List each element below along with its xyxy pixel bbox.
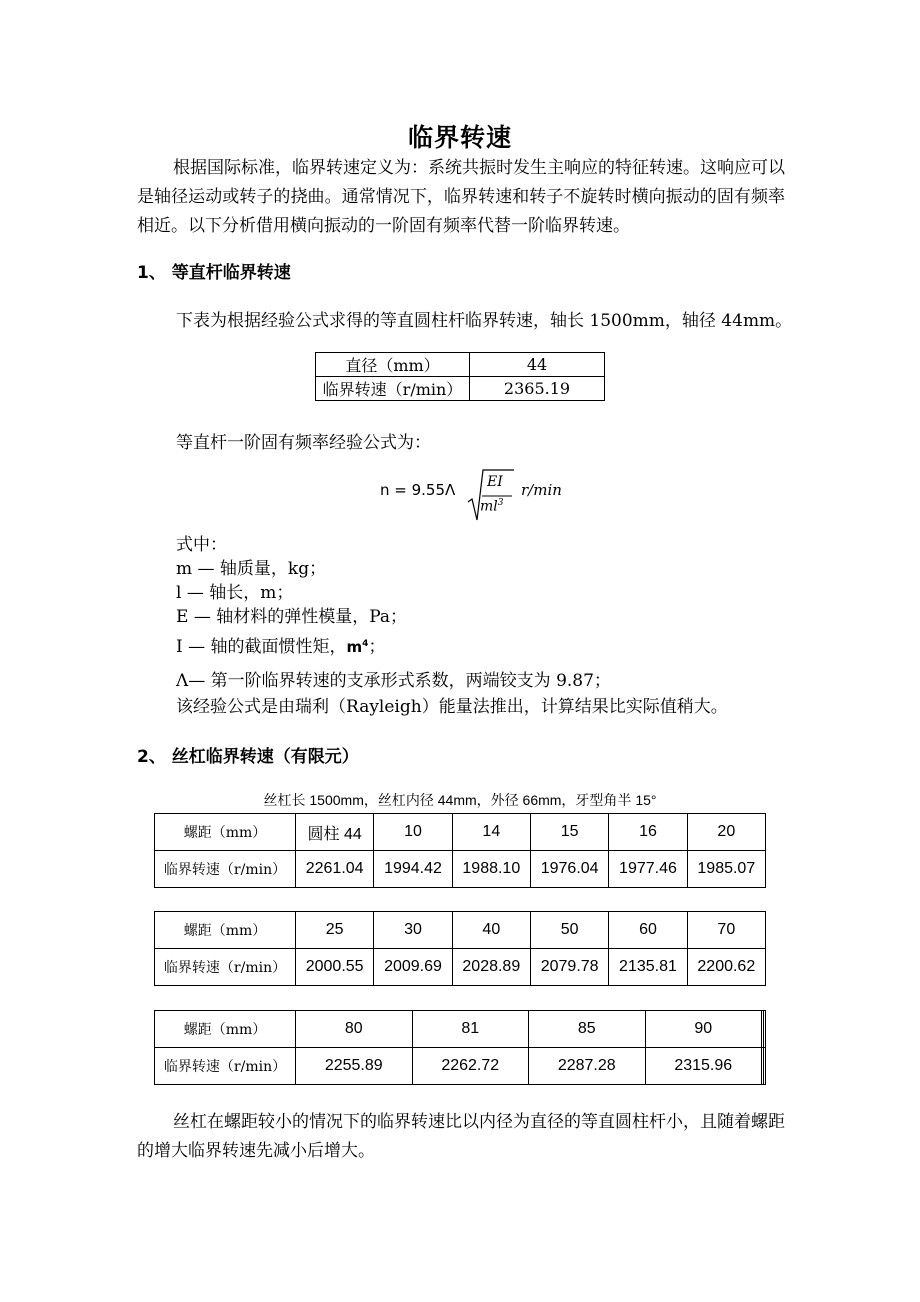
section1-description: 下表为根据经验公式求得的等直圆柱杆临界转速，轴长 1500mm，轴径 44mm。 (176, 311, 793, 331)
inertia-unit (347, 638, 369, 656)
var-lambda: Λ— 第一阶临界转速的支承形式系数，两端铰支为 9.87； (176, 671, 611, 691)
speed-cell: 2009.69 (374, 949, 452, 986)
pitch-cell: 20 (687, 814, 765, 851)
pitch-cell: 50 (530, 912, 608, 949)
var-l: l — 轴长，m； (176, 583, 294, 603)
screw-table-2 (154, 911, 766, 986)
pitch-cell: 30 (374, 912, 452, 949)
var-e: E — 轴材料的弹性模量，Pa； (176, 607, 408, 627)
screw-table-3 (154, 1010, 766, 1085)
speed-cell: 1977.46 (609, 851, 687, 888)
section1-heading: 1、 等直杆临界转速 (137, 263, 291, 283)
pitch-cell: 40 (452, 912, 530, 949)
rod-table-label: 临界转速（r/min） (316, 377, 470, 401)
formula-unit: r/min (521, 481, 562, 499)
intro-paragraph: 根据国际标准，临界转速定义为：系统共振时发生主响应的特征转速。这响应可以是轴径运动或转子的挠曲。通常情况下，临界转速和转子不旋转时横向振动的固有频率相近。以下分析借用横向振动的一阶固有频率代替一阶临界转速。 (137, 158, 785, 236)
rod-table-label: 直径（mm） (316, 353, 470, 377)
formula-numerator: EI (487, 474, 503, 490)
rod-table-value: 44 (470, 353, 605, 377)
pitch-cell: 81 (412, 1011, 529, 1048)
var-i: I — 轴的截面惯性矩， (176, 637, 347, 657)
conclusion-paragraph: 丝杠在螺距较小的情况下的临界转速比以内径为直径的等直圆柱杆小，且随着螺距的增大临界转速先减小后增大。 (137, 1112, 785, 1161)
pitch-label: 螺距（mm） (155, 912, 296, 949)
pitch-cell: 85 (529, 1011, 646, 1048)
pitch-label: 螺距（mm） (155, 814, 296, 851)
var-m: m — 轴质量，kg； (176, 559, 327, 579)
speed-label: 临界转速（r/min） (155, 949, 296, 986)
inertia-unit-exp: 4 (362, 639, 369, 649)
speed-cell: 1976.04 (530, 851, 608, 888)
table-row (316, 353, 605, 377)
rod-table (315, 352, 605, 401)
critical-speed-formula (380, 466, 580, 526)
pitch-cell: 14 (452, 814, 530, 851)
speed-label: 临界转速（r/min） (155, 851, 296, 888)
pitch-cell: 80 (296, 1011, 413, 1048)
speed-cell: 2262.72 (412, 1048, 529, 1085)
table-row (155, 814, 766, 851)
pitch-cell: 70 (687, 912, 765, 949)
speed-cell: 2287.28 (529, 1048, 646, 1085)
pitch-cell: 15 (530, 814, 608, 851)
formula-den-base: ml (480, 498, 498, 515)
table-row (316, 377, 605, 401)
speed-cell: 1985.07 (687, 851, 765, 888)
inertia-unit-base: m (346, 638, 363, 656)
formula-note: 该经验公式是由瑞利（Rayleigh）能量法推出，计算结果比实际值稍大。 (176, 697, 728, 717)
table-row (155, 1011, 766, 1048)
pitch-cell: 60 (609, 912, 687, 949)
pitch-cell: 10 (374, 814, 452, 851)
speed-cell: 2315.96 (645, 1048, 762, 1085)
speed-cell: 2135.81 (609, 949, 687, 986)
table-row (155, 1048, 766, 1085)
speed-cell: 2200.62 (687, 949, 765, 986)
formula-den-exp: 3 (497, 498, 504, 508)
where-label: 式中： (176, 535, 227, 555)
table-row (155, 912, 766, 949)
formula-lhs: n = 9.55Λ (380, 481, 456, 499)
screw-table-1 (154, 813, 766, 888)
pitch-cell: 25 (296, 912, 374, 949)
pitch-label: 螺距（mm） (155, 1011, 296, 1048)
speed-cell: 1988.10 (452, 851, 530, 888)
screw-table-caption: 丝杠长 1500mm，丝杠内径 44mm，外径 66mm，牙型角半 15° (263, 792, 657, 808)
inertia-end: ； (368, 637, 386, 657)
var-i-line (176, 632, 385, 657)
formula-intro: 等直杆一阶固有频率经验公式为： (176, 433, 431, 453)
speed-cell: 1994.42 (374, 851, 452, 888)
speed-label: 临界转速（r/min） (155, 1048, 296, 1085)
section2-heading: 2、 丝杠临界转速（有限元） (137, 747, 359, 767)
speed-cell: 2000.55 (296, 949, 374, 986)
page-title: 临界转速 (407, 123, 512, 152)
pitch-cell: 16 (609, 814, 687, 851)
speed-cell (763, 1048, 765, 1085)
formula-denominator (480, 498, 504, 515)
table-row (155, 851, 766, 888)
speed-cell: 2261.04 (296, 851, 374, 888)
pitch-cell (763, 1011, 765, 1048)
speed-cell: 2255.89 (296, 1048, 413, 1085)
table-row (155, 949, 766, 986)
rod-table-value: 2365.19 (470, 377, 605, 401)
speed-cell: 2079.78 (530, 949, 608, 986)
speed-cell: 2028.89 (452, 949, 530, 986)
pitch-cell: 90 (645, 1011, 762, 1048)
pitch-cell: 圆柱 44 (296, 814, 374, 851)
